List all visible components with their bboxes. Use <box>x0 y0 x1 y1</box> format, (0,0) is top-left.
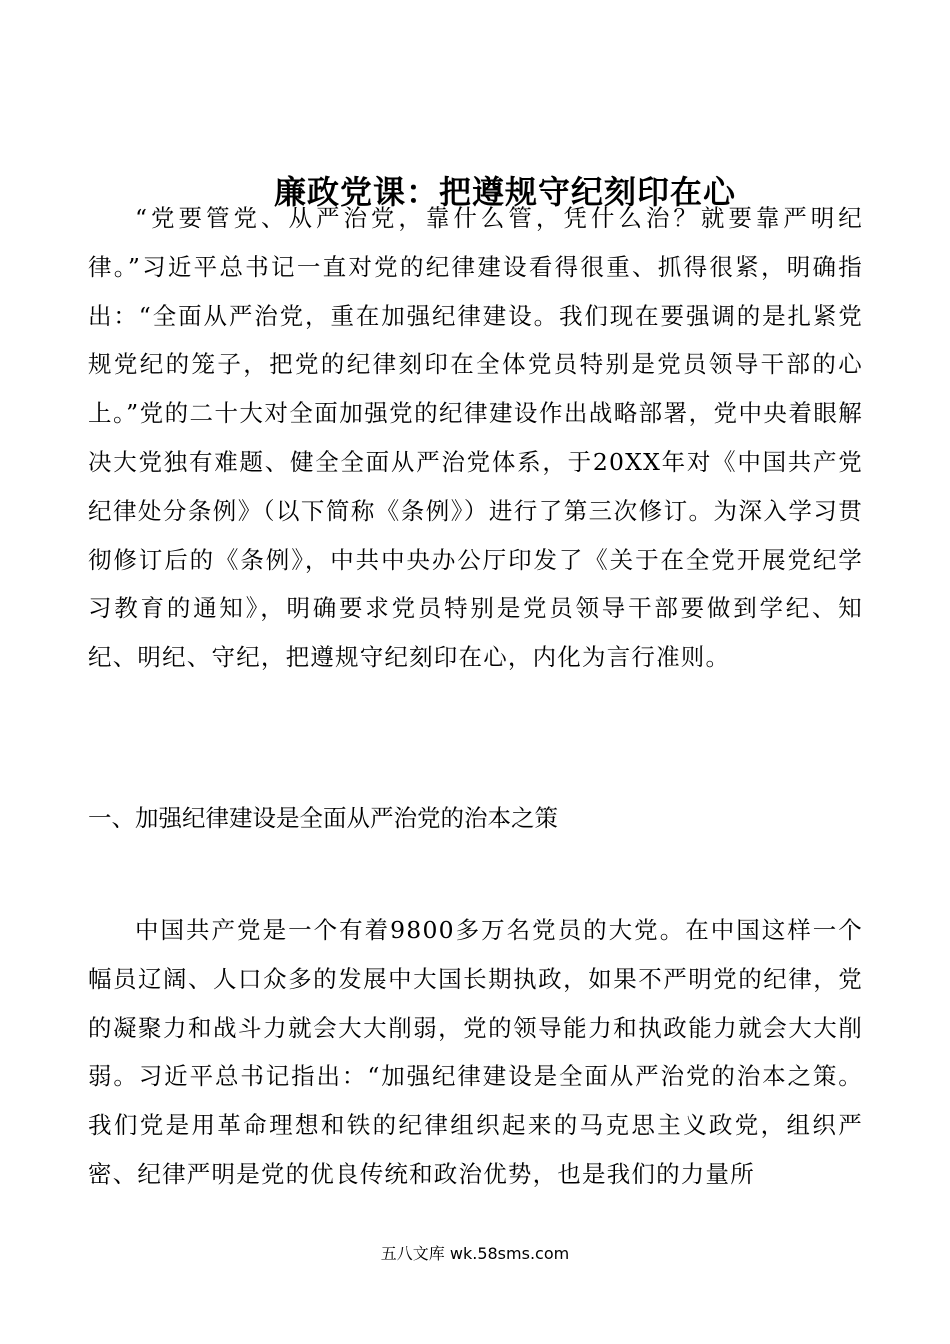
intro-paragraph: “党要管党、从严治党，靠什么管，凭什么治？就要靠严明纪律。”习近平总书记一直对党的纪律建设看得很重、抓得很紧，明确指出：“全面从严治党，重在加强纪律建设。我们现在要强调的是扎紧党规党纪的笼子，把党的纪律刻印在全体党员特别是党员领导干部的心上。”党的二十大对全面加强党的纪律建设作出战略部署，党中央着眼解决大党独有难题、健全全面从严治党体系，于20XX年对《中国共产党纪律处分条例》（以下简称《条例》）进行了第三次修订。为深入学习贯彻修订后的《条例》，中共中央办公厅印发了《关于在全党开展党纪学习教育的通知》，明确要求党员特别是党员领导干部要做到学纪、知纪、明纪、守纪，把遵规守纪刻印在心，内化为言行准则。 <box>88 204 863 672</box>
section-heading: 一、加强纪律建设是全面从严治党的治本之策 <box>88 804 558 832</box>
page-title: 廉政党课：把遵规守纪刻印在心 <box>273 173 736 212</box>
footer-watermark: 五八文库 wk.58sms.com <box>380 1244 570 1263</box>
body-paragraph: 中国共产党是一个有着9800多万名党员的大党。在中国这样一个幅员辽阔、人口众多的发展中大国长期执政，如果不严明党的纪律，党的凝聚力和战斗力就会大大削弱，党的领导能力和执政能力就会大大削弱。习近平总书记指出：“加强纪律建设是全面从严治党的治本之策。我们党是用革命理想和铁的纪律组织起来的马克思主义政党，组织严密、纪律严明是党的优良传统和政治优势，也是我们的力量所 <box>88 916 863 1188</box>
